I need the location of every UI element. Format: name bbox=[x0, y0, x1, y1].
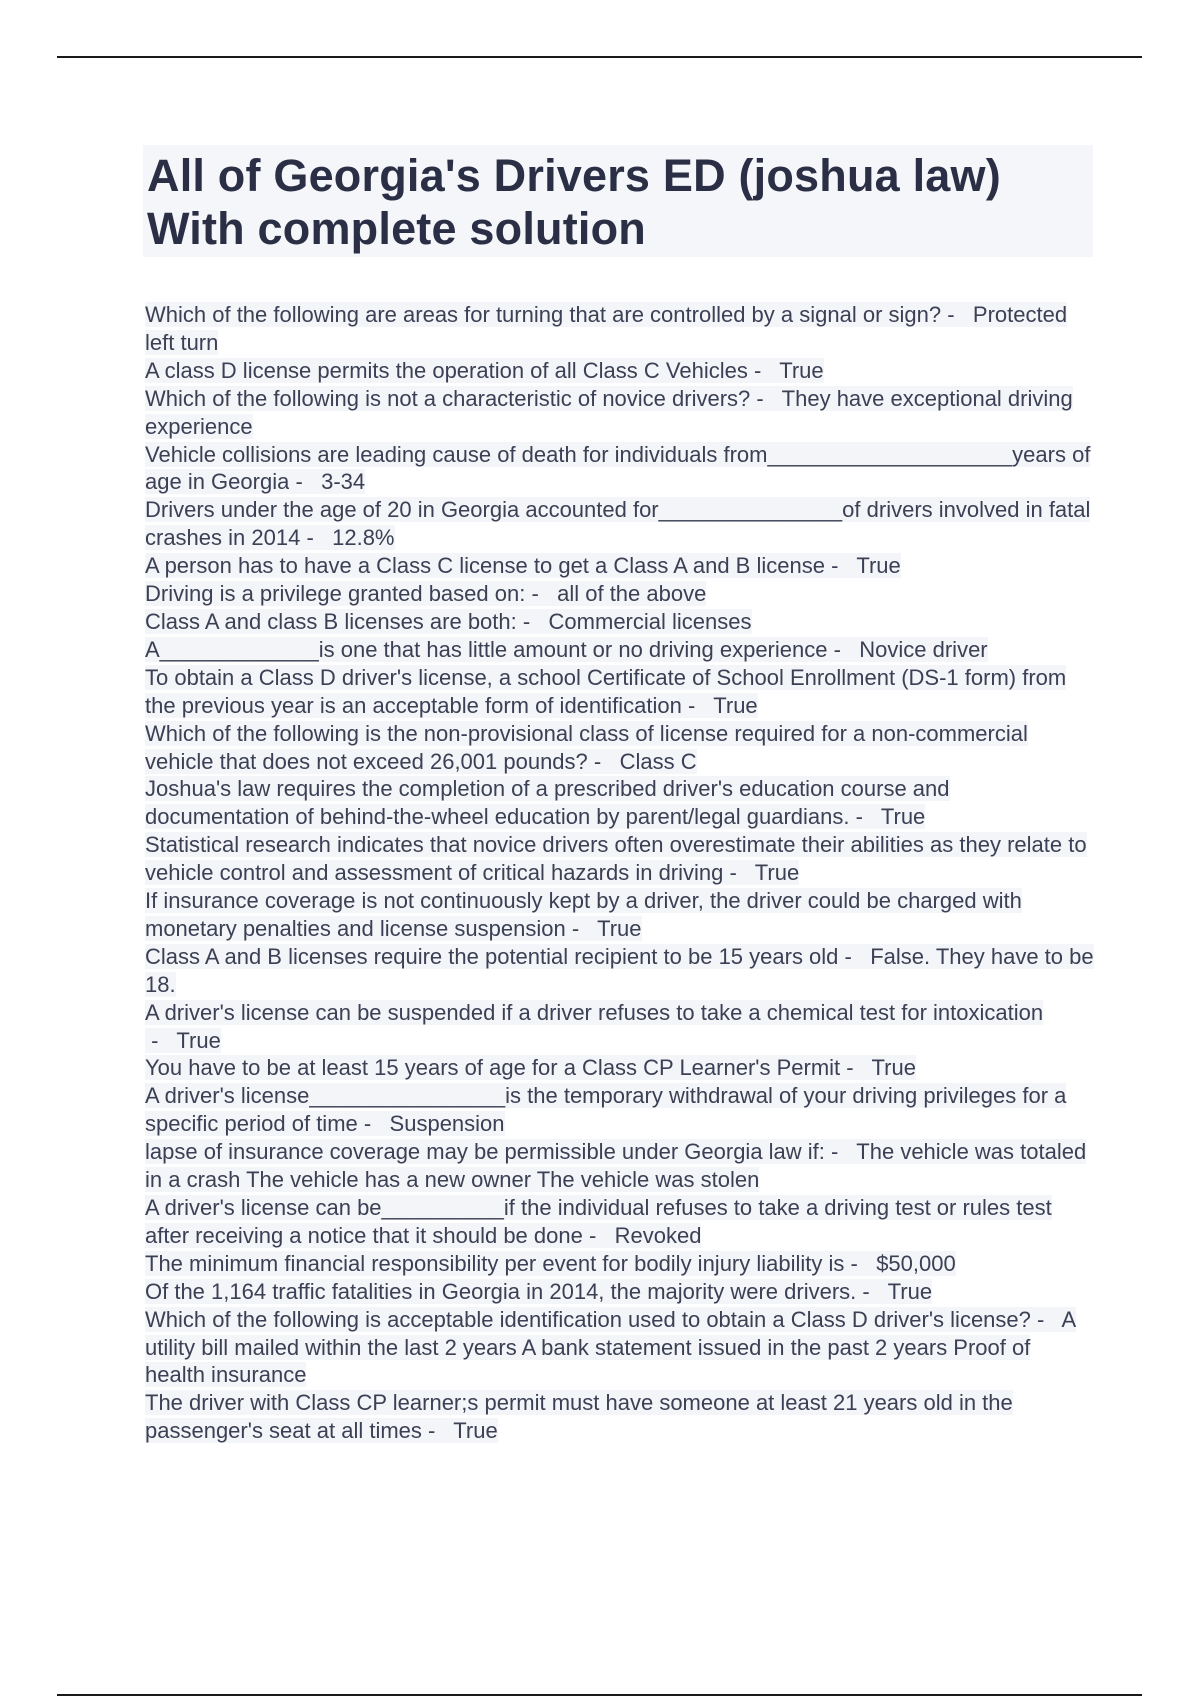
qa-item bbox=[145, 943, 1095, 999]
answer-text: True bbox=[597, 915, 642, 941]
answer-separator: - bbox=[824, 1139, 857, 1165]
qa-item bbox=[145, 1138, 1095, 1194]
answer-separator: - bbox=[525, 581, 558, 607]
qa-item bbox=[145, 441, 1095, 497]
answer-separator: - bbox=[750, 385, 782, 411]
qa-text bbox=[145, 302, 1067, 355]
answer-separator: - bbox=[844, 1250, 877, 1276]
qa-item bbox=[145, 1306, 1095, 1390]
qa-text bbox=[145, 358, 824, 383]
answer-text: 3-34 bbox=[321, 469, 366, 495]
question-text: Of the 1,164 traffic fatalities in Georgia in 2014, the majority were drivers. bbox=[145, 1278, 857, 1304]
document-title-line-2: With complete solution bbox=[147, 203, 646, 254]
answer-separator: - bbox=[516, 608, 549, 634]
answer-text: True bbox=[779, 357, 824, 383]
qa-text bbox=[145, 553, 901, 578]
question-text: A driver's license can be__________if the individual refuses to take a driving test or rules test after receiving a notice that it should be done bbox=[145, 1195, 1052, 1248]
answer-text: They have exceptional driving experience bbox=[145, 385, 1073, 439]
qa-text bbox=[145, 1055, 916, 1080]
answer-text: Commercial licenses bbox=[548, 608, 752, 634]
answer-text: True bbox=[176, 1027, 221, 1053]
top-rule bbox=[57, 56, 1142, 58]
question-text: A person has to have a Class C license to get a Class A and B license bbox=[145, 553, 825, 579]
answer-text: True bbox=[880, 804, 926, 830]
question-text: You have to be at least 15 years of age for a Class CP Learner's Permit bbox=[145, 1055, 841, 1081]
question-text: Which of the following is acceptable identification used to obtain a Class D driver's license? bbox=[145, 1306, 1031, 1332]
answer-text: True bbox=[887, 1278, 933, 1304]
answer-text: 12.8% bbox=[332, 525, 395, 551]
answer-separator: - bbox=[582, 1222, 615, 1248]
qa-text bbox=[145, 721, 1028, 774]
answer-text: The vehicle was totaled in a crash The vehicle has a new owner The vehicle was stolen bbox=[145, 1139, 1087, 1193]
answer-text: True bbox=[713, 692, 758, 718]
answer-separator: - bbox=[840, 1055, 872, 1081]
answer-text: True bbox=[453, 1418, 498, 1444]
qa-text bbox=[145, 386, 1073, 439]
answer-text: A utility bill mailed within the last 2 years A bank statement issued in the past 2 years Proof of health insurance bbox=[145, 1306, 1077, 1388]
answer-separator: - bbox=[357, 1111, 390, 1137]
question-text: A driver's license________________is the temporary withdrawal of your driving privileges for a specific period of time bbox=[145, 1083, 1067, 1137]
qa-item bbox=[145, 1082, 1095, 1138]
question-text: The driver with Class CP learner;s permit must have someone at least 21 years old in the passenger's seat at all times bbox=[145, 1390, 1013, 1444]
question-text: Driving is a privilege granted based on: bbox=[145, 581, 526, 607]
qa-item bbox=[145, 552, 1095, 580]
answer-separator: - bbox=[300, 525, 333, 551]
answer-separator: - bbox=[941, 302, 973, 327]
question-text: Joshua's law requires the completion of a prescribed driver's education course and documentation of behind-the-wheel education by parent/legal guardians. bbox=[145, 776, 950, 830]
qa-text bbox=[145, 1139, 1086, 1192]
qa-item bbox=[145, 1054, 1095, 1082]
qa-item bbox=[145, 1194, 1095, 1250]
answer-text: True bbox=[856, 553, 901, 579]
title-block bbox=[143, 145, 1093, 257]
qa-text bbox=[145, 832, 1087, 885]
answer-separator: - bbox=[747, 357, 780, 383]
document-title-line-1: All of Georgia's Drivers ED (joshua law) bbox=[147, 150, 1001, 201]
answer-separator: - bbox=[565, 915, 598, 941]
qa-item bbox=[145, 887, 1095, 943]
answer-separator: - bbox=[587, 748, 620, 774]
qa-item bbox=[145, 1389, 1095, 1445]
qa-text bbox=[145, 1000, 1043, 1053]
answer-text: $50,000 bbox=[876, 1250, 956, 1276]
qa-text bbox=[145, 1307, 1076, 1388]
qa-item bbox=[145, 385, 1095, 441]
bottom-rule bbox=[57, 1694, 1142, 1696]
qa-list bbox=[145, 301, 1095, 1445]
qa-text bbox=[145, 1390, 1013, 1443]
question-text: A driver's license can be suspended if a driver refuses to take a chemical test for intoxication bbox=[145, 999, 1044, 1025]
qa-item bbox=[145, 1250, 1095, 1278]
answer-text: Class C bbox=[619, 748, 697, 774]
answer-text: Protected left turn bbox=[145, 302, 1068, 355]
qa-item bbox=[145, 357, 1095, 385]
answer-separator: - bbox=[827, 636, 860, 662]
qa-item bbox=[145, 580, 1095, 608]
qa-item bbox=[145, 999, 1095, 1055]
qa-text bbox=[145, 1083, 1066, 1136]
question-text: Statistical research indicates that novice drivers often overestimate their abilities as they relate to vehicle control and assessment of critical hazards in driving bbox=[145, 832, 1087, 886]
qa-text bbox=[145, 497, 1090, 550]
qa-text bbox=[145, 1279, 932, 1304]
question-text: Class A and class B licenses are both: bbox=[145, 608, 517, 634]
answer-separator: - bbox=[289, 469, 322, 495]
answer-text: Novice driver bbox=[859, 636, 988, 662]
question-text: Which of the following is the non-provisional class of license required for a non-commercial vehicle that does not exceed 26,001 pounds? bbox=[145, 720, 1028, 774]
answer-separator: - bbox=[838, 943, 871, 969]
question-text: A_____________is one that has little amount or no driving experience bbox=[145, 636, 828, 662]
qa-text bbox=[145, 1251, 956, 1276]
answer-separator: - bbox=[145, 1027, 177, 1053]
answer-separator: - bbox=[723, 860, 755, 886]
question-text: Which of the following is not a characteristic of novice drivers? bbox=[145, 385, 751, 411]
question-text: The minimum financial responsibility per event for bodily injury liability is bbox=[145, 1250, 845, 1276]
qa-item bbox=[145, 775, 1095, 831]
answer-separator: - bbox=[1030, 1306, 1062, 1332]
qa-item bbox=[145, 636, 1095, 664]
qa-text bbox=[145, 776, 950, 829]
question-text: If insurance coverage is not continuously kept by a driver, the driver could be charged with monetary penalties and license suspension bbox=[145, 888, 1022, 941]
qa-item bbox=[145, 720, 1095, 776]
qa-item bbox=[145, 496, 1095, 552]
qa-text bbox=[145, 442, 1090, 495]
answer-separator: - bbox=[681, 692, 714, 718]
qa-text bbox=[145, 581, 706, 606]
answer-text: True bbox=[754, 860, 800, 886]
answer-text: False. They have to be 18. bbox=[145, 943, 1094, 997]
answer-text: Revoked bbox=[614, 1222, 702, 1248]
answer-separator: - bbox=[421, 1418, 454, 1444]
qa-text bbox=[145, 609, 752, 634]
question-text: Vehicle collisions are leading cause of death for individuals from____________________years of age in Georgia bbox=[145, 441, 1091, 495]
qa-item bbox=[145, 608, 1095, 636]
qa-item bbox=[145, 1278, 1095, 1306]
answer-text: True bbox=[871, 1055, 916, 1081]
question-text: Drivers under the age of 20 in Georgia accounted for_______________of drivers involved in fatal crashes in 2014 bbox=[145, 497, 1091, 551]
answer-text: all of the above bbox=[557, 581, 707, 607]
qa-item bbox=[145, 664, 1095, 720]
question-text: lapse of insurance coverage may be permissible under Georgia law if: bbox=[145, 1139, 825, 1165]
document-title bbox=[147, 149, 1089, 255]
question-text: Class A and B licenses require the potential recipient to be 15 years old bbox=[145, 943, 839, 969]
qa-text bbox=[145, 665, 1066, 718]
answer-separator: - bbox=[849, 804, 881, 830]
qa-text bbox=[145, 888, 1022, 941]
answer-separator: - bbox=[856, 1278, 888, 1304]
qa-text bbox=[145, 944, 1094, 997]
question-text: To obtain a Class D driver's license, a school Certificate of School Enrollment (DS-1 form) from the previous year is an acceptable form of identification bbox=[145, 664, 1067, 718]
question-text: A class D license permits the operation of all Class C Vehicles bbox=[145, 357, 748, 383]
qa-item bbox=[145, 831, 1095, 887]
answer-separator: - bbox=[824, 553, 857, 579]
qa-text bbox=[145, 1195, 1052, 1248]
qa-item bbox=[145, 301, 1095, 357]
answer-text: Suspension bbox=[389, 1111, 505, 1137]
question-text: Which of the following are areas for turning that are controlled by a signal or sign? bbox=[145, 302, 942, 327]
qa-text bbox=[145, 637, 988, 662]
